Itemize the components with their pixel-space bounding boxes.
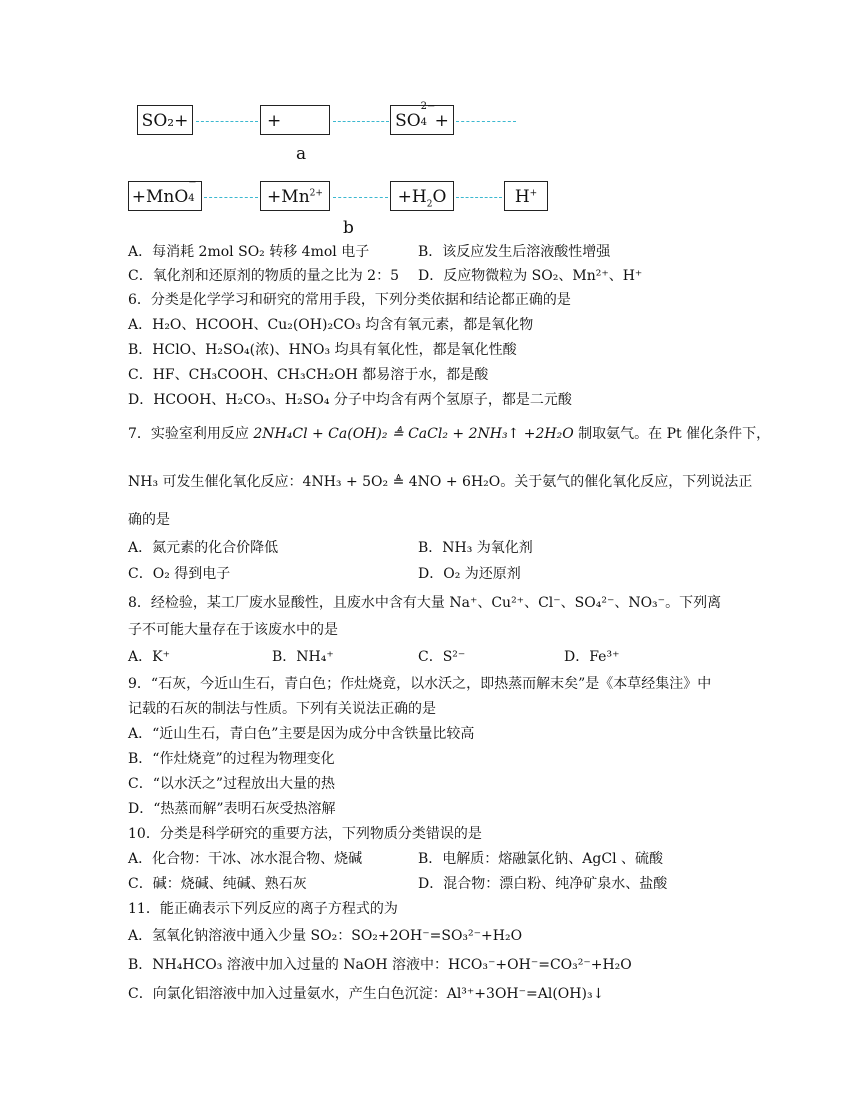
q7-option-c: C．O₂ 得到电子: [128, 566, 231, 582]
q6-option-c: C．HF、CH₃COOH、CH₃CH₂OH 都易溶于水，都是酸: [128, 367, 489, 383]
q5-option-a: A．每消耗 2mol SO₂ 转移 4mol 电子: [128, 244, 370, 260]
q6-option-b: B．HClO、H₂SO₄(浓)、HNO₃ 均具有氧化性，都是氧化性酸: [128, 342, 517, 358]
q7-option-b: B．NH₃ 为氧化剂: [418, 540, 533, 556]
q8-option-b: B．NH₄⁺: [272, 649, 334, 665]
diagram-dash: [456, 197, 502, 198]
q10-option-d: D．混合物：漂白粉、纯净矿泉水、盐酸: [418, 876, 668, 892]
q7-stem-line3: 确的是: [128, 512, 170, 528]
q10-option-a: A．化合物：干冰、冰水混合物、烧碱: [128, 851, 363, 867]
q9-stem-line1: 9．“石灰，今近山生石，青白色；作灶烧竟，以水沃之，即热蒸而解末矣”是《本草经集注》中: [128, 676, 712, 692]
q8-stem-line2: 子不可能大量存在于该废水中的是: [128, 622, 338, 638]
q6-stem: 6．分类是化学学习和研究的常用手段，下列分类依据和结论都正确的是: [128, 292, 571, 308]
q10-stem: 10．分类是科学研究的重要方法，下列物质分类错误的是: [128, 826, 482, 842]
q10-option-b: B．电解质：熔融氯化钠、AgCl 、硫酸: [418, 851, 663, 867]
q8-option-a: A．K⁺: [128, 649, 170, 665]
diagram-dash: [333, 121, 389, 122]
q11-option-b: B．NH₄HCO₃ 溶液中加入过量的 NaOH 溶液中：HCO₃⁻+OH⁻=CO₃²⁻+H₂O: [128, 957, 632, 973]
diagram-box-permanganate: +MnO − 4: [128, 181, 202, 211]
q7-option-d: D．O₂ 为还原剂: [418, 566, 521, 582]
diagram-dash: [204, 197, 258, 198]
diagram-box-hydrogen: H+: [504, 181, 548, 211]
diagram-label-b: b: [343, 218, 354, 238]
q7-equation-1: 2NH₄Cl + Ca(OH)₂ ≜ CaCl₂ + 2NH₃↑ +2H₂O: [253, 426, 574, 442]
q6-option-a: A．H₂O、HCOOH、Cu₂(OH)₂CO₃ 均含有氧元素，都是氧化物: [128, 317, 534, 333]
diagram-box-so2: SO₂+: [137, 105, 193, 135]
q8-option-d: D．Fe³⁺: [564, 649, 620, 665]
diagram-box-manganese: $+Mn^{2+}$: [260, 181, 330, 211]
q9-option-b: B．“作灶烧竟”的过程为物理变化: [128, 751, 335, 767]
q6-option-d: D．HCOOH、H₂CO₃、H₂SO₄ 分子中均含有两个氢原子，都是二元酸: [128, 392, 572, 408]
q9-option-d: D．“热蒸而解”表明石灰受热溶解: [128, 801, 336, 817]
diagram-box-blank: +: [260, 105, 330, 135]
diagram-box-water: $+H_2O$: [390, 181, 454, 211]
diagram-dash: [196, 121, 258, 122]
q5-option-d: D．反应物微粒为 SO₂、Mn²⁺、H⁺: [418, 268, 643, 284]
q5-option-b: B．该反应发生后溶液酸性增强: [418, 244, 611, 260]
q7-stem-line2: NH₃ 可发生催化氧化反应：4NH₃ + 5O₂ ≜ 4NO + 6H₂O。关于氨气的催化氧化反应，下列说法正: [128, 474, 753, 490]
q5-option-c: C．氧化剂和还原剂的物质的量之比为 2：5: [128, 268, 399, 284]
q8-option-c: C．S²⁻: [418, 649, 466, 665]
q7-equation-2: 4NH₃ + 5O₂ ≜ 4NO + 6H₂O: [302, 474, 501, 490]
q7-stem-line1: 7．实验室利用反应 2NH₄Cl + Ca(OH)₂ ≜ CaCl₂ + 2NH₃↑ +2H₂O 制取氨气。在 Pt 催化条件下，: [128, 426, 771, 442]
q10-option-c: C．碱：烧碱、纯碱、熟石灰: [128, 876, 307, 892]
diagram-box-sulfate: SO 2− 4 +: [390, 105, 454, 135]
q9-option-c: C．“以水沃之”过程放出大量的热: [128, 776, 336, 792]
diagram-label-a: a: [296, 144, 307, 164]
q9-stem-line2: 记载的石灰的制法与性质。下列有关说法正确的是: [128, 701, 436, 717]
q8-stem-line1: 8．经检验，某工厂废水显酸性，且废水中含有大量 Na⁺、Cu²⁺、Cl⁻、SO₄²⁻、NO₃⁻。下列离: [128, 595, 722, 611]
q9-option-a: A．“近山生石，青白色”主要是因为成分中含铁量比较高: [128, 726, 475, 742]
q11-option-a: A．氢氧化钠溶液中通入少量 SO₂：SO₂+2OH⁻=SO₃²⁻+H₂O: [128, 928, 523, 944]
q7-option-a: A．氮元素的化合价降低: [128, 540, 279, 556]
diagram-dash: [333, 197, 388, 198]
q11-option-c: C．向氯化铝溶液中加入过量氨水，产生白色沉淀：Al³⁺+3OH⁻=Al(OH)₃↓: [128, 986, 605, 1002]
q11-stem: 11．能正确表示下列反应的离子方程式的为: [128, 901, 398, 917]
diagram-dash: [456, 121, 516, 122]
